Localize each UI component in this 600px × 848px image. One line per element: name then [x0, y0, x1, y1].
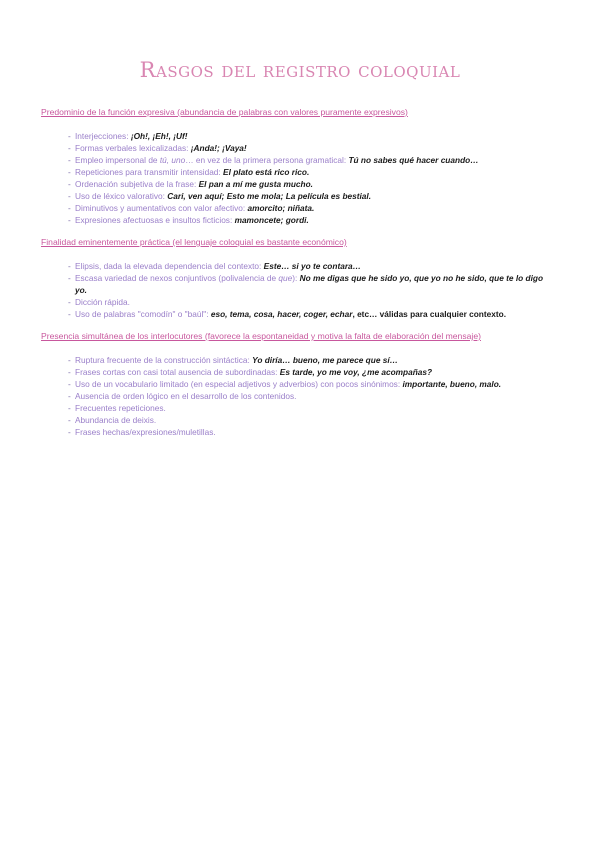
page-title: Rasgos del registro coloquial: [139, 58, 461, 82]
item-label: Ausencia de orden lógico en el desarrollo de los contenidos.: [75, 391, 297, 401]
item-label: Expresiones afectuosas e insultos ficticios:: [75, 215, 235, 225]
item-example: Yo diría… bueno, me parece que sí…: [252, 355, 398, 365]
list-item: [68, 190, 561, 202]
list-item: [68, 426, 561, 438]
item-example: El pan a mí me gusta mucho.: [198, 179, 313, 189]
list-item: [68, 308, 561, 320]
item-label: Escasa variedad de nexos conjuntivos (polivalencia de: [75, 273, 279, 283]
list-item: [68, 296, 561, 308]
list-item: [68, 402, 561, 414]
list-item: [68, 142, 561, 154]
list-item: [68, 154, 561, 166]
item-label: … en vez de la primera persona gramatical:: [185, 155, 349, 165]
list-item: [68, 166, 561, 178]
item-label: Frecuentes repeticiones.: [75, 403, 166, 413]
section-heading: Finalidad eminentemente práctica (el lenguaje coloquial es bastante económico): [41, 237, 347, 247]
item-example: mamoncete; gordi.: [234, 215, 309, 225]
item-example: amorcito; niñata.: [247, 203, 315, 213]
item-label: Ordenación subjetiva de la frase:: [75, 179, 199, 189]
item-example: Este… si yo te contara…: [263, 261, 361, 271]
item-label: ):: [292, 273, 300, 283]
item-example: ¡Anda!; ¡Vaya!: [190, 143, 247, 153]
item-label: Uso de palabras "comodín" o "baúl":: [75, 309, 211, 319]
section-list: [41, 260, 561, 320]
item-label: Uso de un vocabulario limitado (en especial adjetivos y adverbios) con pocos sinónimos:: [75, 379, 403, 389]
item-label: Ruptura frecuente de la construcción sintáctica:: [75, 355, 253, 365]
item-label: Diminutivos y aumentativos con valor afectivo:: [75, 203, 248, 213]
section-list: [41, 354, 561, 438]
item-label: Dicción rápida.: [75, 297, 130, 307]
item-example: ¡Oh!, ¡Eh!, ¡Uf!: [130, 131, 188, 141]
item-label: Frases cortas con casi total ausencia de subordinadas:: [75, 367, 280, 377]
item-label: Abundancia de deixis.: [75, 415, 157, 425]
list-item: [68, 130, 561, 142]
item-label-emphasis: que: [278, 273, 293, 283]
item-example: importante, bueno, malo.: [402, 379, 502, 389]
list-item: [68, 272, 545, 296]
item-label: Elipsis, dada la elevada dependencia del contexto:: [75, 261, 264, 271]
item-label: Frases hechas/expresiones/muletillas.: [75, 427, 216, 437]
list-item: [68, 260, 561, 272]
item-example-suffix: , etc… válidas para cualquier contexto.: [352, 309, 506, 319]
item-example: Tú no sabes qué hacer cuando…: [348, 155, 479, 165]
list-item: [68, 354, 561, 366]
section-list: [41, 130, 561, 226]
list-item: [68, 202, 561, 214]
item-label: Repeticiones para transmitir intensidad:: [75, 167, 224, 177]
section-practical-purpose: [41, 236, 561, 320]
section-heading: Predominio de la función expresiva (abundancia de palabras con valores puramente expresivos): [41, 107, 408, 117]
list-item: [68, 378, 561, 390]
item-label: Uso de léxico valorativo:: [75, 191, 168, 201]
list-item: [68, 178, 561, 190]
item-example: Cari, ven aquí; Esto me mola; La película es bestial.: [167, 191, 372, 201]
list-item: [68, 414, 561, 426]
section-expressive-function: [41, 106, 561, 226]
list-item: [68, 390, 561, 402]
list-item: [68, 214, 561, 226]
item-label: Interjecciones:: [75, 131, 131, 141]
item-example: El plato está rico rico.: [223, 167, 310, 177]
item-example: Es tarde, yo me voy, ¿me acompañas?: [279, 367, 433, 377]
section-heading: Presencia simultánea de los interlocutores (favorece la espontaneidad y motiva la falta de elaboración del mensaje): [41, 331, 481, 341]
item-label-emphasis: tú, uno: [159, 155, 186, 165]
item-label: Formas verbales lexicalizadas:: [75, 143, 191, 153]
list-item: [68, 366, 561, 378]
item-label: Empleo impersonal de: [75, 155, 160, 165]
item-example: No me digas que he sido yo, que yo no he sido, que te lo digo yo.: [75, 273, 544, 295]
section-simultaneous-presence: [41, 330, 561, 438]
item-example: eso, tema, cosa, hacer, coger, echar: [210, 309, 353, 319]
